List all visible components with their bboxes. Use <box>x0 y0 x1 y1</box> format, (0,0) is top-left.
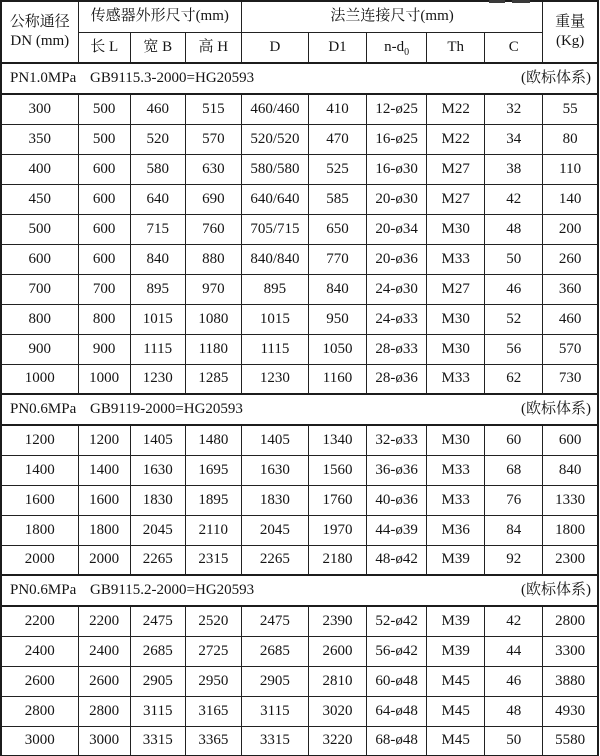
cell-height: 1695 <box>185 455 241 485</box>
cell-weight: 80 <box>543 124 598 154</box>
section-header-cell <box>1 63 598 94</box>
cell-th: M27 <box>427 154 485 184</box>
section-header-row <box>1 394 598 425</box>
cell-nd0: 48-ø42 <box>367 545 427 575</box>
cell-th: M22 <box>427 94 485 124</box>
cell-length: 900 <box>78 334 130 364</box>
cell-nd0: 16-ø25 <box>367 124 427 154</box>
column-header-length: 长 L <box>78 32 130 63</box>
cell-weight: 460 <box>543 304 598 334</box>
cell-nd0: 28-ø33 <box>367 334 427 364</box>
cell-c: 50 <box>485 726 543 756</box>
cell-d1: 2390 <box>308 606 366 636</box>
column-header-c: C <box>485 32 543 63</box>
cell-weight: 5580 <box>543 726 598 756</box>
cell-d: 1830 <box>241 485 308 515</box>
cell-nd0: 28-ø36 <box>367 364 427 394</box>
cell-d: 1230 <box>241 364 308 394</box>
section-standard-code: GB9115.2-2000=HG20593 <box>90 582 255 599</box>
cell-height: 2315 <box>185 545 241 575</box>
cell-c: 46 <box>485 666 543 696</box>
group-header-flange-dimensions: 法兰连接尺寸(mm) <box>241 1 542 32</box>
section-header-row <box>1 63 598 94</box>
table-row <box>1 636 598 666</box>
cell-nd0: 20-ø36 <box>367 244 427 274</box>
section-pressure-rating: PN0.6MPa <box>10 401 77 418</box>
cell-d1: 1760 <box>308 485 366 515</box>
cell-d1: 1050 <box>308 334 366 364</box>
cell-weight: 55 <box>543 94 598 124</box>
cell-c: 48 <box>485 696 543 726</box>
cell-c: 32 <box>485 94 543 124</box>
cell-nd0: 24-ø30 <box>367 274 427 304</box>
cell-dn: 800 <box>1 304 78 334</box>
cell-d1: 3220 <box>308 726 366 756</box>
cell-width: 520 <box>130 124 185 154</box>
cell-th: M33 <box>427 455 485 485</box>
cell-d1: 650 <box>308 214 366 244</box>
cell-width: 580 <box>130 154 185 184</box>
cell-c: 38 <box>485 154 543 184</box>
cell-weight: 4930 <box>543 696 598 726</box>
section-standard-note: (欧标体系) <box>521 401 591 418</box>
nd0-main: n-d <box>384 38 405 55</box>
cell-weight: 110 <box>543 154 598 184</box>
cell-weight: 3880 <box>543 666 598 696</box>
cell-width: 2905 <box>130 666 185 696</box>
table-row <box>1 334 598 364</box>
cell-height: 690 <box>185 184 241 214</box>
cell-width: 2475 <box>130 606 185 636</box>
cell-d: 2045 <box>241 515 308 545</box>
cell-height: 2520 <box>185 606 241 636</box>
cell-c: 84 <box>485 515 543 545</box>
cell-dn: 2200 <box>1 606 78 636</box>
cell-d1: 1160 <box>308 364 366 394</box>
cell-length: 1800 <box>78 515 130 545</box>
cell-th: M45 <box>427 696 485 726</box>
cell-c: 62 <box>485 364 543 394</box>
cell-th: M36 <box>427 515 485 545</box>
table-row <box>1 214 598 244</box>
cell-d: 1405 <box>241 425 308 455</box>
cell-d: 1630 <box>241 455 308 485</box>
cell-c: 42 <box>485 184 543 214</box>
cell-nd0: 16-ø30 <box>367 154 427 184</box>
cell-weight: 2300 <box>543 545 598 575</box>
cell-width: 715 <box>130 214 185 244</box>
table-row <box>1 666 598 696</box>
cell-dn: 900 <box>1 334 78 364</box>
dn-label-line1: 公称通径 <box>9 14 70 31</box>
cell-d1: 585 <box>308 184 366 214</box>
cell-th: M33 <box>427 244 485 274</box>
cell-d: 895 <box>241 274 308 304</box>
group-header-sensor-dimensions: 传感器外形尺寸(mm) <box>78 1 241 32</box>
cell-th: M30 <box>427 304 485 334</box>
cell-length: 600 <box>78 154 130 184</box>
cell-d: 520/520 <box>241 124 308 154</box>
cell-height: 880 <box>185 244 241 274</box>
cell-d1: 1340 <box>308 425 366 455</box>
cell-length: 2400 <box>78 636 130 666</box>
cell-width: 1630 <box>130 455 185 485</box>
cell-c: 34 <box>485 124 543 154</box>
cell-c: 42 <box>485 606 543 636</box>
cell-th: M30 <box>427 334 485 364</box>
cell-c: 52 <box>485 304 543 334</box>
cell-d1: 840 <box>308 274 366 304</box>
cell-d: 1115 <box>241 334 308 364</box>
cell-th: M39 <box>427 545 485 575</box>
cell-width: 2045 <box>130 515 185 545</box>
cell-d1: 410 <box>308 94 366 124</box>
cell-length: 600 <box>78 214 130 244</box>
cell-th: M30 <box>427 214 485 244</box>
table-row <box>1 364 598 394</box>
cell-length: 1000 <box>78 364 130 394</box>
column-header-weight <box>543 1 598 63</box>
cell-length: 2200 <box>78 606 130 636</box>
table-row <box>1 696 598 726</box>
cell-nd0: 56-ø42 <box>367 636 427 666</box>
table-row <box>1 425 598 455</box>
cell-width: 640 <box>130 184 185 214</box>
section-header-cell <box>1 394 598 425</box>
cell-th: M39 <box>427 636 485 666</box>
table-row <box>1 184 598 214</box>
cell-weight: 570 <box>543 334 598 364</box>
cell-th: M22 <box>427 124 485 154</box>
cell-length: 600 <box>78 184 130 214</box>
cell-c: 46 <box>485 274 543 304</box>
table-row <box>1 304 598 334</box>
table-row <box>1 485 598 515</box>
cell-d: 580/580 <box>241 154 308 184</box>
section-standard-note: (欧标体系) <box>521 582 591 599</box>
section-header-content <box>2 400 597 419</box>
cell-th: M27 <box>427 184 485 214</box>
cell-height: 2110 <box>185 515 241 545</box>
cell-d1: 2600 <box>308 636 366 666</box>
cell-nd0: 20-ø34 <box>367 214 427 244</box>
cell-d: 705/715 <box>241 214 308 244</box>
cell-nd0: 12-ø25 <box>367 94 427 124</box>
cell-nd0: 64-ø48 <box>367 696 427 726</box>
cell-th: M45 <box>427 726 485 756</box>
section-pressure-rating: PN1.0MPa <box>10 70 77 87</box>
cell-weight: 200 <box>543 214 598 244</box>
cell-nd0: 36-ø36 <box>367 455 427 485</box>
cell-d: 460/460 <box>241 94 308 124</box>
cell-weight: 730 <box>543 364 598 394</box>
cell-weight: 140 <box>543 184 598 214</box>
cell-width: 1405 <box>130 425 185 455</box>
cell-width: 895 <box>130 274 185 304</box>
cell-th: M45 <box>427 666 485 696</box>
column-header-width: 宽 B <box>130 32 185 63</box>
section-standard-note: (欧标体系) <box>521 70 591 87</box>
cell-length: 500 <box>78 124 130 154</box>
cell-d1: 2810 <box>308 666 366 696</box>
cell-height: 1480 <box>185 425 241 455</box>
cell-c: 60 <box>485 425 543 455</box>
table-body <box>1 63 598 756</box>
cell-nd0: 32-ø33 <box>367 425 427 455</box>
cell-dn: 300 <box>1 94 78 124</box>
cell-dn: 1800 <box>1 515 78 545</box>
cell-length: 700 <box>78 274 130 304</box>
table-row <box>1 124 598 154</box>
cell-weight: 260 <box>543 244 598 274</box>
header-row-subcolumns <box>1 32 598 63</box>
section-header-content <box>2 581 597 600</box>
cell-nd0: 52-ø42 <box>367 606 427 636</box>
cell-width: 1230 <box>130 364 185 394</box>
column-header-height: 高 H <box>185 32 241 63</box>
cell-height: 3165 <box>185 696 241 726</box>
cell-width: 1115 <box>130 334 185 364</box>
cell-d1: 770 <box>308 244 366 274</box>
cell-height: 1180 <box>185 334 241 364</box>
cell-d1: 525 <box>308 154 366 184</box>
cell-weight: 2800 <box>543 606 598 636</box>
cell-c: 92 <box>485 545 543 575</box>
cell-weight: 1330 <box>543 485 598 515</box>
section-header-row <box>1 575 598 606</box>
cell-length: 800 <box>78 304 130 334</box>
cell-th: M27 <box>427 274 485 304</box>
column-header-nd0 <box>367 32 427 63</box>
cell-length: 2800 <box>78 696 130 726</box>
cell-th: M33 <box>427 485 485 515</box>
section-header-content <box>2 69 597 88</box>
cell-d1: 1970 <box>308 515 366 545</box>
cell-dn: 700 <box>1 274 78 304</box>
cell-dn: 450 <box>1 184 78 214</box>
cell-length: 1400 <box>78 455 130 485</box>
cell-height: 630 <box>185 154 241 184</box>
table-row <box>1 726 598 756</box>
cell-d: 1015 <box>241 304 308 334</box>
dn-label-line2: DN (mm) <box>10 33 70 49</box>
scan-artifact <box>489 0 505 3</box>
cell-dn: 3000 <box>1 726 78 756</box>
table-row <box>1 274 598 304</box>
cell-length: 2000 <box>78 545 130 575</box>
cell-nd0: 68-ø48 <box>367 726 427 756</box>
cell-dn: 1200 <box>1 425 78 455</box>
cell-dn: 600 <box>1 244 78 274</box>
cell-c: 68 <box>485 455 543 485</box>
cell-c: 44 <box>485 636 543 666</box>
cell-dn: 1600 <box>1 485 78 515</box>
cell-c: 76 <box>485 485 543 515</box>
cell-width: 2265 <box>130 545 185 575</box>
cell-c: 48 <box>485 214 543 244</box>
table-row <box>1 455 598 485</box>
cell-nd0: 20-ø30 <box>367 184 427 214</box>
cell-dn: 1000 <box>1 364 78 394</box>
cell-height: 2950 <box>185 666 241 696</box>
table-row <box>1 606 598 636</box>
cell-d: 2475 <box>241 606 308 636</box>
cell-dn: 400 <box>1 154 78 184</box>
cell-nd0: 60-ø48 <box>367 666 427 696</box>
cell-th: M30 <box>427 425 485 455</box>
cell-d: 840/840 <box>241 244 308 274</box>
cell-length: 1200 <box>78 425 130 455</box>
cell-width: 2685 <box>130 636 185 666</box>
cell-length: 2600 <box>78 666 130 696</box>
cell-dn: 2000 <box>1 545 78 575</box>
cell-width: 460 <box>130 94 185 124</box>
cell-width: 3315 <box>130 726 185 756</box>
table-row <box>1 154 598 184</box>
cell-d: 3115 <box>241 696 308 726</box>
cell-height: 2725 <box>185 636 241 666</box>
section-header-cell <box>1 575 598 606</box>
section-standard-code: GB9119-2000=HG20593 <box>90 401 243 418</box>
column-header-dn <box>1 1 78 63</box>
cell-d1: 1560 <box>308 455 366 485</box>
cell-width: 1015 <box>130 304 185 334</box>
cell-c: 56 <box>485 334 543 364</box>
cell-height: 1285 <box>185 364 241 394</box>
cell-d: 2905 <box>241 666 308 696</box>
cell-d1: 950 <box>308 304 366 334</box>
section-standard-code: GB9115.3-2000=HG20593 <box>90 70 255 87</box>
weight-label-line1: 重量 <box>555 14 586 31</box>
cell-d: 2685 <box>241 636 308 666</box>
cell-dn: 350 <box>1 124 78 154</box>
cell-dn: 1400 <box>1 455 78 485</box>
cell-width: 3115 <box>130 696 185 726</box>
cell-d: 640/640 <box>241 184 308 214</box>
scan-artifact <box>512 0 530 3</box>
cell-dn: 2800 <box>1 696 78 726</box>
cell-th: M39 <box>427 606 485 636</box>
cell-height: 570 <box>185 124 241 154</box>
section-pressure-rating: PN0.6MPa <box>10 582 77 599</box>
table-row <box>1 244 598 274</box>
cell-th: M33 <box>427 364 485 394</box>
cell-width: 1830 <box>130 485 185 515</box>
cell-weight: 840 <box>543 455 598 485</box>
cell-length: 3000 <box>78 726 130 756</box>
header-row-groups <box>1 1 598 32</box>
nd0-subscript: 0 <box>404 46 410 58</box>
cell-d1: 2180 <box>308 545 366 575</box>
cell-dn: 500 <box>1 214 78 244</box>
column-header-d: D <box>241 32 308 63</box>
table-header <box>1 1 598 63</box>
cell-height: 760 <box>185 214 241 244</box>
table-row <box>1 545 598 575</box>
cell-dn: 2400 <box>1 636 78 666</box>
cell-nd0: 44-ø39 <box>367 515 427 545</box>
cell-height: 3365 <box>185 726 241 756</box>
cell-height: 1895 <box>185 485 241 515</box>
cell-length: 1600 <box>78 485 130 515</box>
cell-nd0: 24-ø33 <box>367 304 427 334</box>
cell-d1: 3020 <box>308 696 366 726</box>
weight-label-line2: (Kg) <box>555 33 585 49</box>
cell-width: 840 <box>130 244 185 274</box>
cell-length: 500 <box>78 94 130 124</box>
column-header-d1: D1 <box>308 32 366 63</box>
cell-height: 970 <box>185 274 241 304</box>
cell-d1: 470 <box>308 124 366 154</box>
cell-nd0: 40-ø36 <box>367 485 427 515</box>
table-row <box>1 94 598 124</box>
cell-dn: 2600 <box>1 666 78 696</box>
column-header-th: Th <box>427 32 485 63</box>
cell-weight: 360 <box>543 274 598 304</box>
cell-length: 600 <box>78 244 130 274</box>
table-row <box>1 515 598 545</box>
cell-d: 3315 <box>241 726 308 756</box>
cell-height: 1080 <box>185 304 241 334</box>
cell-d: 2265 <box>241 545 308 575</box>
cell-weight: 3300 <box>543 636 598 666</box>
cell-weight: 1800 <box>543 515 598 545</box>
cell-weight: 600 <box>543 425 598 455</box>
cell-height: 515 <box>185 94 241 124</box>
cell-c: 50 <box>485 244 543 274</box>
